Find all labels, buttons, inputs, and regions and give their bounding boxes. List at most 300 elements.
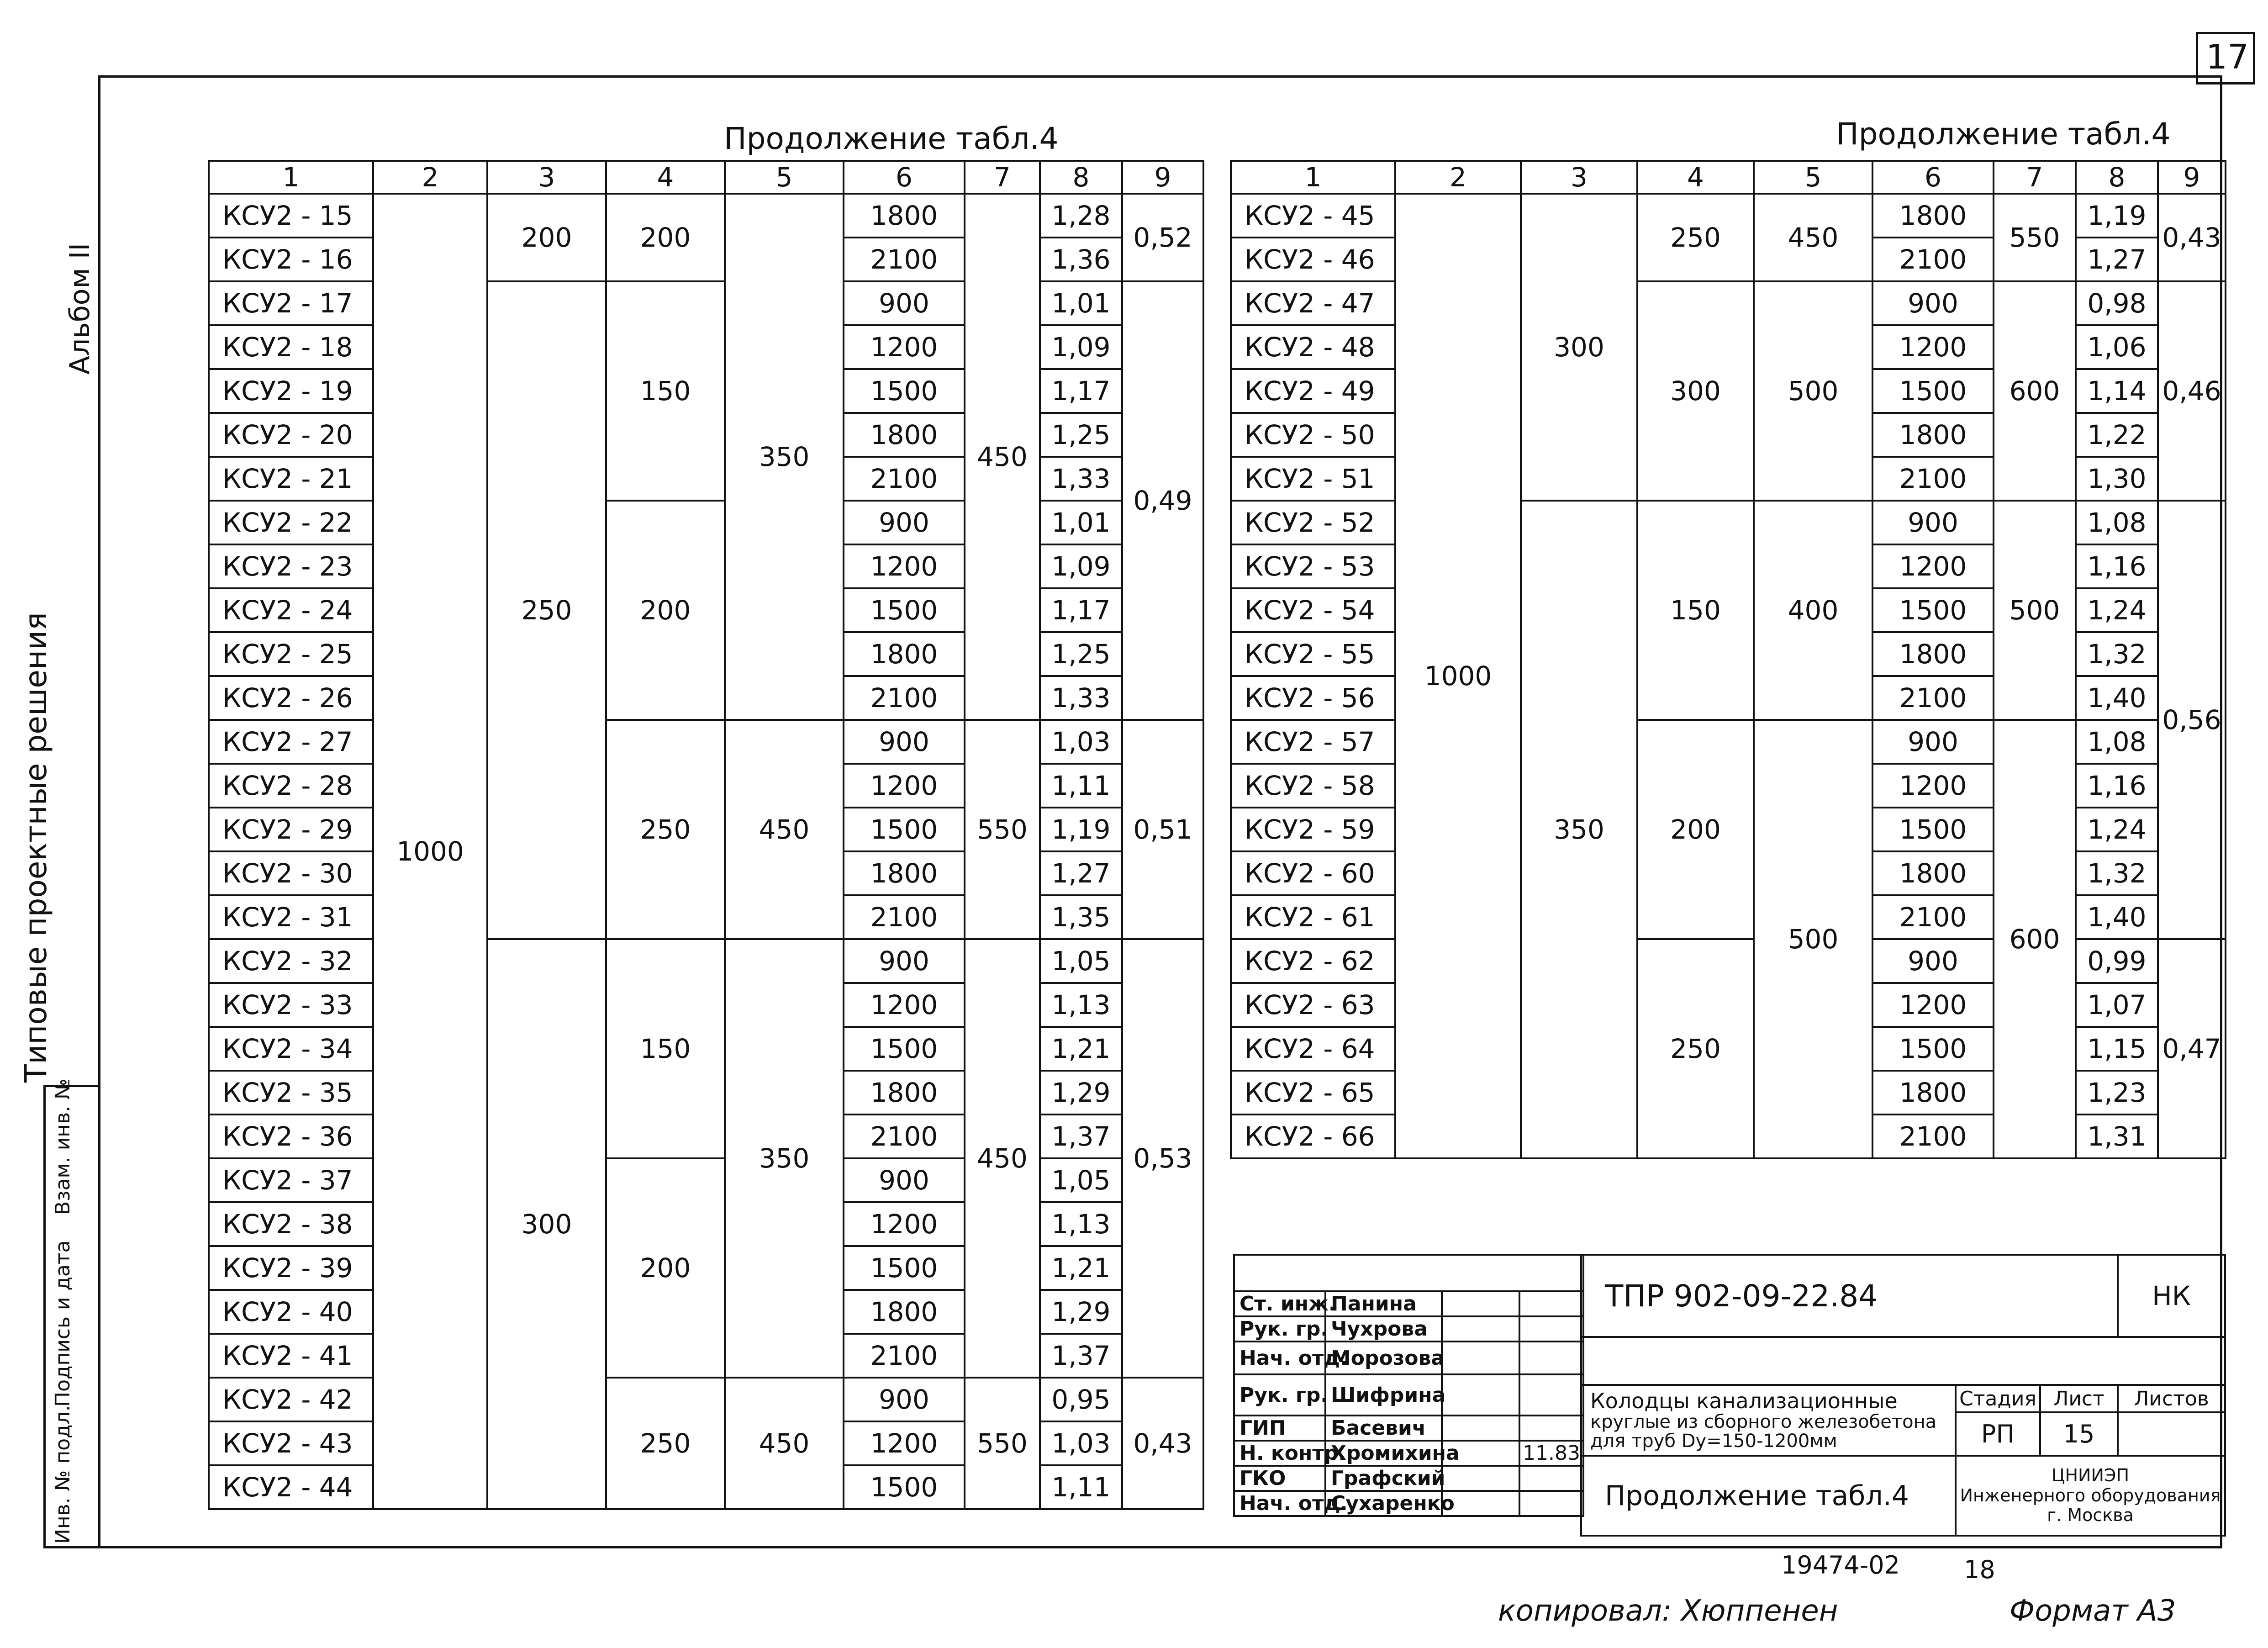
- col8-cell: 1,25: [1040, 413, 1122, 457]
- col8-cell: 1,13: [1040, 983, 1122, 1027]
- org-line-2: Инженерного оборудования: [1960, 1485, 2221, 1505]
- title-blank-row: [1581, 1337, 2225, 1385]
- mark-cell: КСУ2 - 39: [209, 1246, 373, 1290]
- col8-cell: 1,27: [1040, 851, 1122, 895]
- signature-row: [1234, 1342, 1583, 1374]
- sheets-label: Листов: [2118, 1385, 2225, 1412]
- col4-cell: 150: [1637, 501, 1754, 720]
- mark-cell: КСУ2 - 15: [209, 194, 373, 238]
- col8-cell: 1,40: [2076, 676, 2158, 720]
- col8-cell: 1,32: [2076, 632, 2158, 676]
- col8-cell: 1,17: [1040, 588, 1122, 632]
- col6-cell: 1800: [844, 632, 965, 676]
- col3-cell: 300: [487, 939, 606, 1509]
- sheet-format: Формат А3: [2010, 1594, 2176, 1628]
- signature-name: Графский: [1325, 1466, 1442, 1491]
- table-row: [209, 194, 1203, 238]
- mark-cell: КСУ2 - 46: [1231, 238, 1395, 281]
- col8-cell: 1,08: [2076, 720, 2158, 764]
- copied-by: копировал: Хюппенен: [1498, 1594, 1838, 1628]
- col5-cell: 400: [1754, 501, 1872, 720]
- sheet-label: Лист: [2040, 1385, 2118, 1412]
- table-row: [1231, 939, 2226, 983]
- col8-cell: 1,11: [1040, 764, 1122, 808]
- signature-name: Хромихина: [1325, 1441, 1442, 1466]
- col8-cell: 1,37: [1040, 1115, 1122, 1158]
- right-table: [1230, 160, 2226, 1159]
- col4-cell: 200: [606, 1158, 725, 1378]
- col6-cell: 1500: [1872, 808, 1994, 851]
- col8-cell: 1,29: [1040, 1071, 1122, 1115]
- stage-value: РП: [1956, 1412, 2040, 1456]
- col5-cell: 500: [1754, 281, 1872, 501]
- page-number: 17: [2206, 37, 2249, 77]
- signature-date: [1519, 1491, 1583, 1516]
- col6-cell: 900: [844, 1158, 965, 1202]
- left-header-6: 6: [844, 161, 965, 194]
- signature-name: Сухаренко: [1325, 1491, 1442, 1516]
- col6-cell: 1200: [1872, 544, 1994, 588]
- mark-cell: КСУ2 - 24: [209, 588, 373, 632]
- col9-cell: 0,56: [2158, 501, 2226, 939]
- col6-cell: 1800: [844, 413, 965, 457]
- col8-cell: 1,25: [1040, 632, 1122, 676]
- mark-cell: КСУ2 - 16: [209, 238, 373, 281]
- signature-name: Чухрова: [1325, 1316, 1442, 1342]
- col6-cell: 1200: [1872, 983, 1994, 1027]
- col6-cell: 1500: [844, 588, 965, 632]
- mark-cell: КСУ2 - 43: [209, 1421, 373, 1465]
- mark-cell: КСУ2 - 42: [209, 1378, 373, 1421]
- table-row: [209, 939, 1203, 983]
- col6-cell: 900: [1872, 281, 1994, 325]
- col8-cell: 1,28: [1040, 194, 1122, 238]
- table-row: [1231, 281, 2226, 325]
- mark-cell: КСУ2 - 28: [209, 764, 373, 808]
- mark-cell: КСУ2 - 36: [209, 1115, 373, 1158]
- mark-cell: КСУ2 - 18: [209, 325, 373, 369]
- table-row: [209, 720, 1203, 764]
- signature-sign: [1442, 1466, 1519, 1491]
- col6-cell: 1800: [844, 851, 965, 895]
- table-row: [209, 281, 1203, 325]
- sheet-subtitle: Продолжение табл.4: [1581, 1456, 1956, 1536]
- left-header-4: 4: [606, 161, 725, 194]
- table-row: [209, 1378, 1203, 1421]
- mark-cell: КСУ2 - 41: [209, 1334, 373, 1378]
- col6-cell: 1500: [1872, 369, 1994, 413]
- signature-role: Н. контр.: [1234, 1441, 1325, 1466]
- archive-number: 19474-02: [1781, 1551, 1900, 1579]
- col7-cell: 550: [965, 720, 1040, 939]
- mark-cell: КСУ2 - 22: [209, 501, 373, 544]
- col6-cell: 2100: [844, 1334, 965, 1378]
- mark-cell: КСУ2 - 34: [209, 1027, 373, 1071]
- col8-cell: 1,21: [1040, 1246, 1122, 1290]
- stage-label: Стадия: [1956, 1385, 2040, 1412]
- signature-sign: [1442, 1342, 1519, 1374]
- mark-cell: КСУ2 - 45: [1231, 194, 1395, 238]
- col7-cell: 600: [1994, 720, 2076, 1158]
- col9-cell: 0,47: [2158, 939, 2226, 1158]
- side-stamp-cell-1: Инв. № подл.: [51, 1405, 74, 1544]
- mark-cell: КСУ2 - 23: [209, 544, 373, 588]
- col6-cell: 1800: [1872, 851, 1994, 895]
- signature-role: ГИП: [1234, 1416, 1325, 1441]
- right-header-2: 2: [1395, 161, 1521, 194]
- col8-cell: 1,33: [1040, 676, 1122, 720]
- left-header-9: 9: [1122, 161, 1203, 194]
- col6-cell: 1200: [844, 1421, 965, 1465]
- signature-date: [1519, 1374, 1583, 1416]
- mark-cell: КСУ2 - 52: [1231, 501, 1395, 544]
- doc-code: ТПР 902-09-22.84: [1581, 1255, 2118, 1337]
- col6-cell: 1500: [844, 1246, 965, 1290]
- signature-date: [1519, 1316, 1583, 1342]
- mark-cell: КСУ2 - 60: [1231, 851, 1395, 895]
- col6-cell: 1500: [1872, 1027, 1994, 1071]
- col6-cell: 1500: [844, 1027, 965, 1071]
- col8-cell: 1,07: [2076, 983, 2158, 1027]
- table-row: [209, 1158, 1203, 1202]
- signature-row: [1234, 1316, 1583, 1342]
- left-header-8: 8: [1040, 161, 1122, 194]
- right-table-caption: Продолжение табл.4: [1836, 116, 2171, 152]
- left-header-3: 3: [487, 161, 606, 194]
- left-header-1: 1: [209, 161, 373, 194]
- col8-cell: 1,16: [2076, 544, 2158, 588]
- mark-cell: КСУ2 - 30: [209, 851, 373, 895]
- col5-cell: 500: [1754, 720, 1872, 1158]
- mark-cell: КСУ2 - 55: [1231, 632, 1395, 676]
- col6-cell: 2100: [1872, 895, 1994, 939]
- right-header-6: 6: [1872, 161, 1994, 194]
- col8-cell: 1,27: [2076, 238, 2158, 281]
- mark-cell: КСУ2 - 57: [1231, 720, 1395, 764]
- col6-cell: 900: [1872, 501, 1994, 544]
- col4-cell: 250: [606, 720, 725, 939]
- signature-sign: [1442, 1316, 1519, 1342]
- mark-cell: КСУ2 - 25: [209, 632, 373, 676]
- col6-cell: 1500: [844, 369, 965, 413]
- col4-cell: 150: [606, 939, 725, 1158]
- mark-cell: КСУ2 - 64: [1231, 1027, 1395, 1071]
- sheet-title-line-3: для труб Dу=150-1200мм: [1590, 1430, 1837, 1452]
- col5-cell: 450: [725, 1378, 844, 1509]
- mark-cell: КСУ2 - 54: [1231, 588, 1395, 632]
- col6-cell: 2100: [1872, 457, 1994, 501]
- title-table: [1580, 1254, 2226, 1537]
- mark-cell: КСУ2 - 38: [209, 1202, 373, 1246]
- col7-cell: 500: [1994, 501, 2076, 720]
- mark-cell: КСУ2 - 58: [1231, 764, 1395, 808]
- mark-cell: КСУ2 - 27: [209, 720, 373, 764]
- col8-cell: 1,31: [2076, 1115, 2158, 1158]
- col9-cell: 0,51: [1122, 720, 1203, 939]
- mark-cell: КСУ2 - 49: [1231, 369, 1395, 413]
- right-header-7: 7: [1994, 161, 2076, 194]
- col8-cell: 1,30: [2076, 457, 2158, 501]
- mark-cell: КСУ2 - 62: [1231, 939, 1395, 983]
- col5-cell: 350: [725, 194, 844, 720]
- signature-role: Нач. отд.: [1234, 1491, 1325, 1516]
- left-header-7: 7: [965, 161, 1040, 194]
- col6-cell: 1200: [844, 983, 965, 1027]
- col6-cell: 2100: [844, 1115, 965, 1158]
- mark-cell: КСУ2 - 37: [209, 1158, 373, 1202]
- col7-cell: 550: [965, 1378, 1040, 1509]
- col6-cell: 1800: [844, 1290, 965, 1334]
- col8-cell: 1,06: [2076, 325, 2158, 369]
- col6-cell: 900: [844, 720, 965, 764]
- col8-cell: 1,05: [1040, 939, 1122, 983]
- col6-cell: 1800: [1872, 413, 1994, 457]
- col8-cell: 1,16: [2076, 764, 2158, 808]
- signature-role: Рук. гр.: [1234, 1316, 1325, 1342]
- mark-cell: КСУ2 - 35: [209, 1071, 373, 1115]
- col6-cell: 1200: [844, 764, 965, 808]
- col6-cell: 1800: [1872, 194, 1994, 238]
- col9-cell: 0,43: [2158, 194, 2226, 281]
- col6-cell: 1200: [1872, 325, 1994, 369]
- mark-cell: КСУ2 - 56: [1231, 676, 1395, 720]
- mark-cell: КСУ2 - 47: [1231, 281, 1395, 325]
- col4-cell: 250: [1637, 939, 1754, 1158]
- signature-sign: [1442, 1291, 1519, 1316]
- mark-cell: КСУ2 - 33: [209, 983, 373, 1027]
- right-header-3: 3: [1521, 161, 1637, 194]
- col8-cell: 1,03: [1040, 1421, 1122, 1465]
- signature-name: Басевич: [1325, 1416, 1442, 1441]
- col4-cell: 250: [1637, 194, 1754, 281]
- sheets-value: [2118, 1412, 2225, 1456]
- mark-cell: КСУ2 - 29: [209, 808, 373, 851]
- signature-row: [1234, 1291, 1583, 1316]
- col8-cell: 1,05: [1040, 1158, 1122, 1202]
- col9-cell: 0,53: [1122, 939, 1203, 1378]
- col8-cell: 1,24: [2076, 808, 2158, 851]
- col4-cell: 300: [1637, 281, 1754, 501]
- col8-cell: 0,95: [1040, 1378, 1122, 1421]
- signature-role: Ст. инж.: [1234, 1291, 1325, 1316]
- mark-cell: КСУ2 - 32: [209, 939, 373, 983]
- col9-cell: 0,49: [1122, 281, 1203, 720]
- signature-row: [1234, 1374, 1583, 1416]
- col8-cell: 1,19: [2076, 194, 2158, 238]
- org-line-1: ЦНИИЭП: [2051, 1465, 2130, 1485]
- mark-cell: КСУ2 - 31: [209, 895, 373, 939]
- col6-cell: 1200: [844, 1202, 965, 1246]
- mark-cell: КСУ2 - 40: [209, 1290, 373, 1334]
- col7-cell: 450: [965, 939, 1040, 1378]
- right-header-5: 5: [1754, 161, 1872, 194]
- left-table-caption: Продолжение табл.4: [724, 121, 1059, 156]
- table-row: [1231, 720, 2226, 764]
- col7-cell: 550: [1994, 194, 2076, 281]
- mark-cell: КСУ2 - 17: [209, 281, 373, 325]
- signature-table: [1233, 1254, 1584, 1517]
- col8-cell: 1,19: [1040, 808, 1122, 851]
- col8-cell: 1,09: [1040, 325, 1122, 369]
- col8-cell: 1,23: [2076, 1071, 2158, 1115]
- mark-cell: КСУ2 - 50: [1231, 413, 1395, 457]
- mark-cell: КСУ2 - 53: [1231, 544, 1395, 588]
- col6-cell: 900: [844, 281, 965, 325]
- col5-cell: 450: [725, 720, 844, 939]
- col6-cell: 2100: [844, 895, 965, 939]
- col2-cell: 1000: [1395, 194, 1521, 1158]
- col8-cell: 1,08: [2076, 501, 2158, 544]
- table-row: [1231, 194, 2226, 238]
- col9-cell: 0,43: [1122, 1378, 1203, 1509]
- col7-cell: 600: [1994, 281, 2076, 501]
- right-header-4: 4: [1637, 161, 1754, 194]
- col6-cell: 900: [844, 1378, 965, 1421]
- table-row: [1231, 501, 2226, 544]
- col6-cell: 900: [1872, 939, 1994, 983]
- col2-cell: 1000: [373, 194, 487, 1509]
- col8-cell: 1,35: [1040, 895, 1122, 939]
- left-header-5: 5: [725, 161, 844, 194]
- mark-cell: КСУ2 - 51: [1231, 457, 1395, 501]
- col6-cell: 1500: [1872, 588, 1994, 632]
- col3-cell: 350: [1521, 501, 1637, 1158]
- right-header-1: 1: [1231, 161, 1395, 194]
- series-label: Типовые проектные решения: [18, 612, 53, 1083]
- right-header-9: 9: [2158, 161, 2226, 194]
- signature-date: [1519, 1466, 1583, 1491]
- col8-cell: 1,32: [2076, 851, 2158, 895]
- signature-role: Рук. гр.: [1234, 1374, 1325, 1416]
- col8-cell: 0,98: [2076, 281, 2158, 325]
- mark-cell: КСУ2 - 59: [1231, 808, 1395, 851]
- mark-cell: КСУ2 - 44: [209, 1465, 373, 1509]
- signature-row: [1234, 1491, 1583, 1516]
- sheet-title-line-1: Колодцы канализационные: [1590, 1389, 1898, 1414]
- table-row: [209, 501, 1203, 544]
- col8-cell: 1,15: [2076, 1027, 2158, 1071]
- col8-cell: 1,11: [1040, 1465, 1122, 1509]
- col8-cell: 0,99: [2076, 939, 2158, 983]
- left-table: [208, 160, 1204, 1510]
- signature-sign: [1442, 1416, 1519, 1441]
- mark-cell: КСУ2 - 65: [1231, 1071, 1395, 1115]
- mark-cell: КСУ2 - 26: [209, 676, 373, 720]
- col8-cell: 1,33: [1040, 457, 1122, 501]
- col5-cell: 350: [725, 939, 844, 1378]
- col8-cell: 1,01: [1040, 501, 1122, 544]
- mark-cell: КСУ2 - 20: [209, 413, 373, 457]
- signature-sign: [1442, 1374, 1519, 1416]
- col8-cell: 1,37: [1040, 1334, 1122, 1378]
- col6-cell: 1200: [1872, 764, 1994, 808]
- col9-cell: 0,46: [2158, 281, 2226, 501]
- left-header-2: 2: [373, 161, 487, 194]
- col6-cell: 900: [1872, 720, 1994, 764]
- sheet-title-line-2: круглые из сборного железобетона: [1590, 1411, 1937, 1432]
- col4-cell: 200: [606, 501, 725, 720]
- signature-row: [1234, 1416, 1583, 1441]
- signature-name: Морозова: [1325, 1342, 1442, 1374]
- signature-date: 11.83: [1519, 1441, 1583, 1466]
- org-line-3: г. Москва: [2047, 1505, 2134, 1526]
- col6-cell: 2100: [1872, 238, 1994, 281]
- col6-cell: 1200: [844, 544, 965, 588]
- col6-cell: 1500: [844, 808, 965, 851]
- side-stamp-cell-2: Подпись и дата: [51, 1240, 74, 1407]
- col6-cell: 2100: [844, 457, 965, 501]
- col8-cell: 1,24: [2076, 588, 2158, 632]
- mark-cell: КСУ2 - 61: [1231, 895, 1395, 939]
- col6-cell: 1800: [844, 194, 965, 238]
- col6-cell: 2100: [844, 676, 965, 720]
- col6-cell: 2100: [1872, 676, 1994, 720]
- col6-cell: 1800: [844, 1071, 965, 1115]
- signature-date: [1519, 1342, 1583, 1374]
- sheet-title: [1581, 1385, 1956, 1456]
- mark-cell: КСУ2 - 63: [1231, 983, 1395, 1027]
- col8-cell: 1,14: [2076, 369, 2158, 413]
- mark-cell: КСУ2 - 19: [209, 369, 373, 413]
- col6-cell: 1800: [1872, 632, 1994, 676]
- side-stamp-cell-3: Взам. инв. №: [51, 1078, 74, 1215]
- col8-cell: 1,40: [2076, 895, 2158, 939]
- signature-role: ГКО: [1234, 1466, 1325, 1491]
- signature-name: Панина: [1325, 1291, 1442, 1316]
- mark-cell: КСУ2 - 48: [1231, 325, 1395, 369]
- signature-row: [1234, 1441, 1583, 1466]
- signature-date: [1519, 1291, 1583, 1316]
- col7-cell: 450: [965, 194, 1040, 720]
- col8-cell: 1,22: [2076, 413, 2158, 457]
- signature-name: Шифрина: [1325, 1374, 1442, 1416]
- signature-role: Нач. отд.: [1234, 1342, 1325, 1374]
- col6-cell: 1200: [844, 325, 965, 369]
- col8-cell: 1,36: [1040, 238, 1122, 281]
- col8-cell: 1,21: [1040, 1027, 1122, 1071]
- col4-cell: 150: [606, 281, 725, 501]
- col6-cell: 900: [844, 501, 965, 544]
- col6-cell: 1500: [844, 1465, 965, 1509]
- col8-cell: 1,01: [1040, 281, 1122, 325]
- col5-cell: 450: [1754, 194, 1872, 281]
- album-label: Альбом II: [64, 243, 96, 375]
- col6-cell: 900: [844, 939, 965, 983]
- col4-cell: 200: [1637, 720, 1754, 939]
- sheet-value: 15: [2040, 1412, 2118, 1456]
- organization: [1956, 1456, 2225, 1536]
- col4-cell: 200: [606, 194, 725, 281]
- col8-cell: 1,17: [1040, 369, 1122, 413]
- doc-mark: НК: [2118, 1255, 2225, 1337]
- col9-cell: 0,52: [1122, 194, 1203, 281]
- col6-cell: 2100: [1872, 1115, 1994, 1158]
- signature-date: [1519, 1416, 1583, 1441]
- sig-blank-top: [1234, 1255, 1583, 1291]
- col8-cell: 1,03: [1040, 720, 1122, 764]
- right-header-8: 8: [2076, 161, 2158, 194]
- col3-cell: 250: [487, 281, 606, 939]
- signature-row: [1234, 1466, 1583, 1491]
- col3-cell: 300: [1521, 194, 1637, 501]
- mark-cell: КСУ2 - 21: [209, 457, 373, 501]
- col6-cell: 1800: [1872, 1071, 1994, 1115]
- col8-cell: 1,09: [1040, 544, 1122, 588]
- col6-cell: 2100: [844, 238, 965, 281]
- col8-cell: 1,13: [1040, 1202, 1122, 1246]
- col3-cell: 200: [487, 194, 606, 281]
- mark-cell: КСУ2 - 66: [1231, 1115, 1395, 1158]
